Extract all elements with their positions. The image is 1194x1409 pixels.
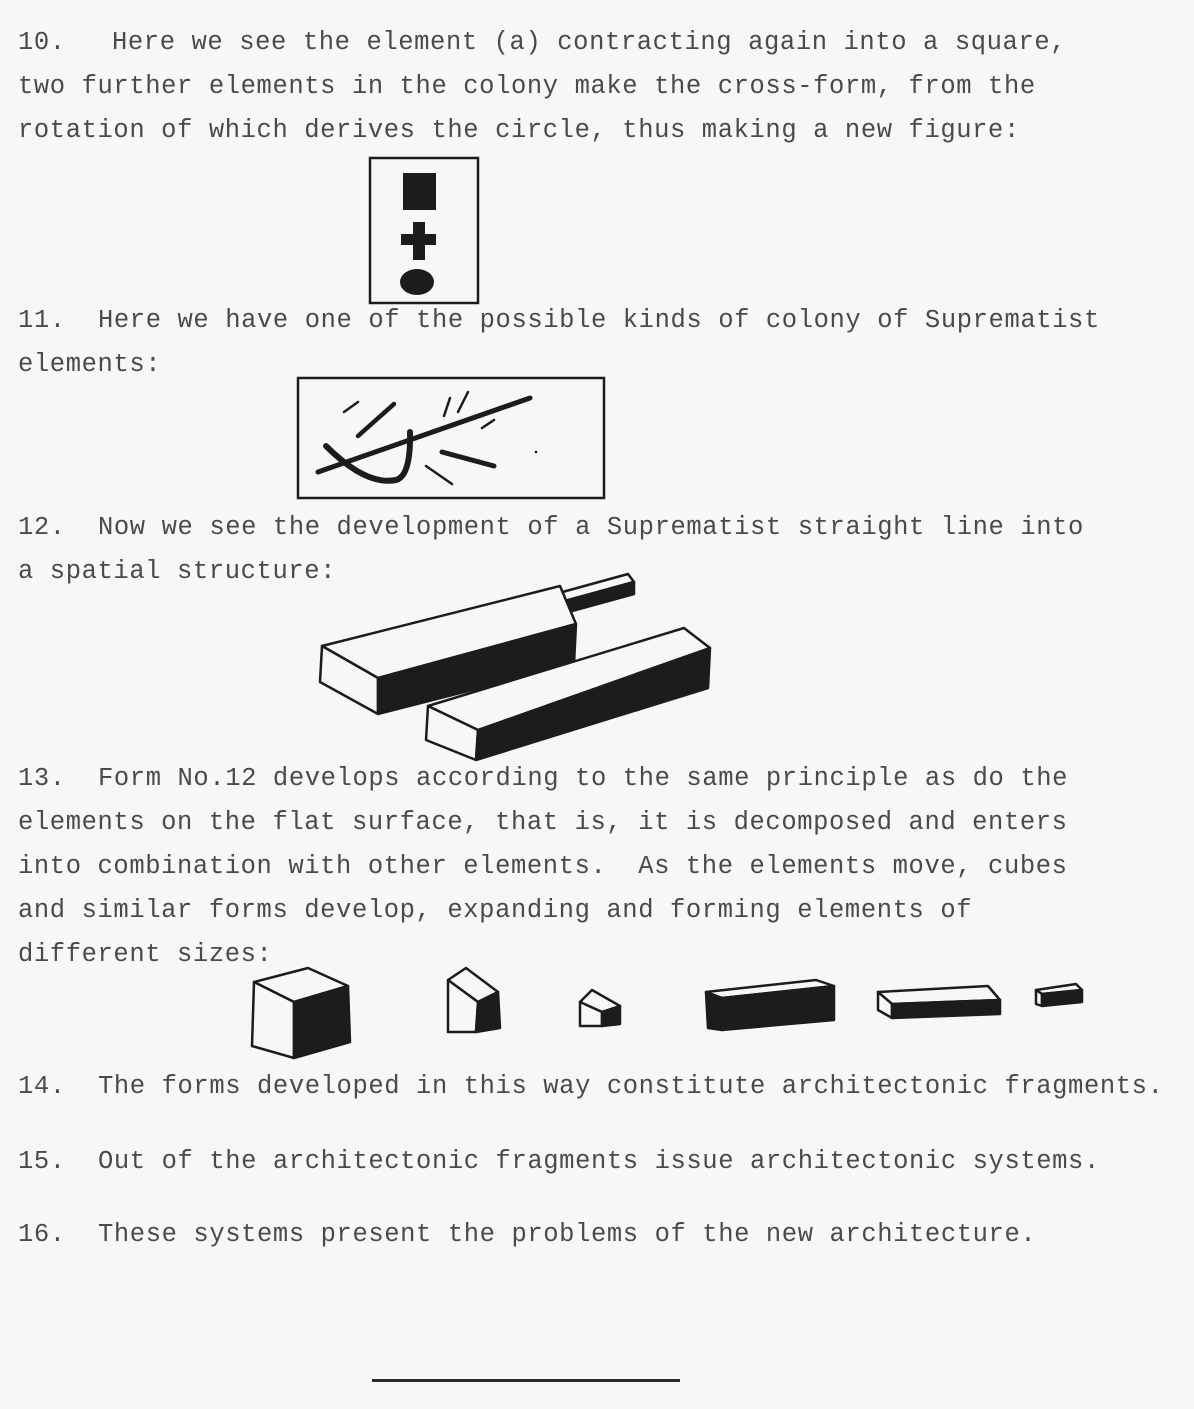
paragraph-10-line-2: two further elements in the colony make the cross-form, from the [18,72,1036,101]
paragraph-13-line-3: into combination with other elements. As the elements move, cubes [18,852,1068,881]
paragraph-12-line-2: a spatial structure: [18,557,337,586]
paragraph-13-line-2: elements on the flat surface, that is, it is decomposed and enters [18,808,1068,837]
paragraph-13-line-4: and similar forms develop, expanding and forming elements of [18,896,973,925]
cross-element [401,222,436,260]
paragraph-number: 12. [18,513,66,542]
paragraph-11-line-1: 11. Here we have one of the possible kinds of colony of Suprematist [18,306,1100,335]
paragraph-number: 15. [18,1147,66,1176]
medium-cube [448,968,500,1032]
paragraph-13-line-1: 13. Form No.12 develops according to the same principle as do the [18,764,1069,793]
short-stroke [358,404,394,436]
short-stroke [344,402,358,412]
figure-frame [298,378,604,498]
figure-spatial-structure [316,570,716,764]
paragraph-14-line-1: 14. The forms developed in this way constitute architectonic fragments. [18,1072,1164,1101]
square-element [403,173,436,210]
short-stroke [458,392,468,412]
short-stroke [482,420,494,428]
paragraph-12-line-1: 12. Now we see the development of a Suprematist straight line into [18,513,1084,542]
paragraph-number: 11. [18,306,66,335]
short-stroke [426,466,452,484]
figure-square-cross-circle [368,156,482,306]
large-cube [252,968,350,1058]
ink-dot [535,451,538,454]
short-stroke [444,398,450,416]
paragraph-number: 13. [18,764,66,793]
short-stroke [442,452,494,466]
paragraph-10-line-1: 10. Here we see the element (a) contracting again into a square, [18,28,1067,57]
flat-bar [878,986,1000,1018]
paragraph-number: 10. [18,28,66,57]
wide-slab [706,980,834,1030]
paragraph-13-line-5: different sizes: [18,940,273,969]
paragraph-16-line-1: 16. These systems present the problems of the new architecture. [18,1220,1037,1249]
paragraph-10-line-3: rotation of which derives the circle, thus making a new figure: [18,116,1020,145]
circle-element [400,269,434,295]
paragraph-number: 14. [18,1072,66,1101]
paragraph-number: 16. [18,1220,66,1249]
figure-forms-different-sizes [248,962,1088,1062]
paragraph-11-line-2: elements: [18,350,162,379]
paragraph-15-line-1: 15. Out of the architectonic fragments issue architectonic systems. [18,1147,1100,1176]
small-cube [580,990,620,1026]
closing-rule [372,1379,680,1382]
figure-colony-of-elements [296,376,608,500]
tiny-block [1036,984,1082,1006]
